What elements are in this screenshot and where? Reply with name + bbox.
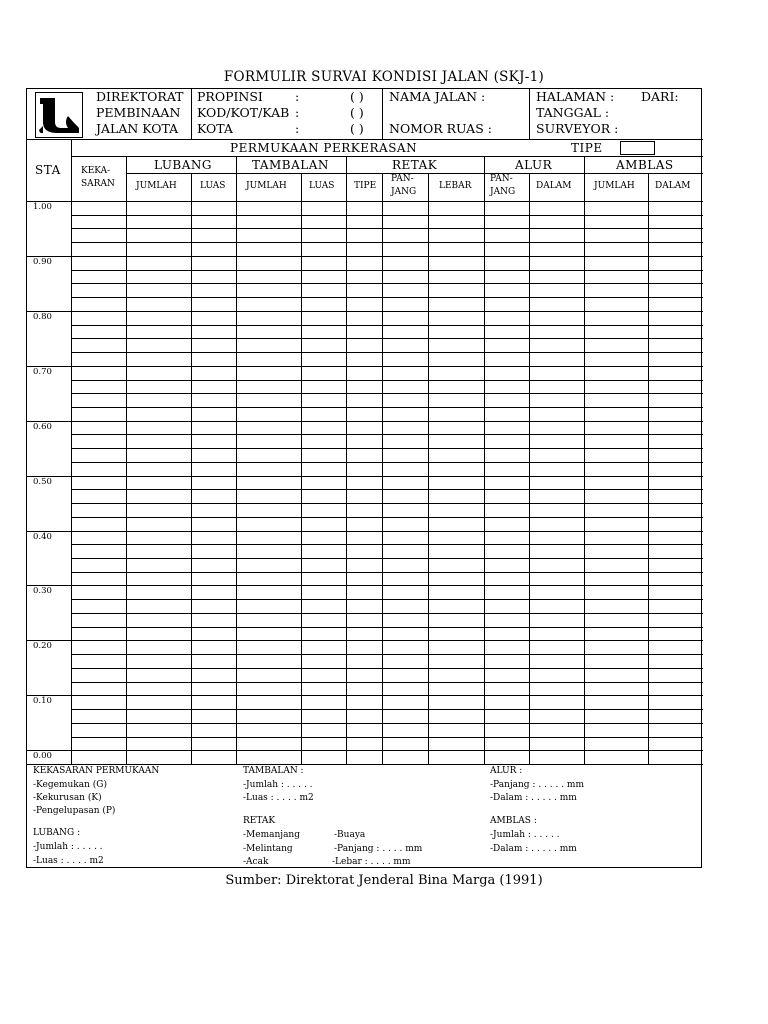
kota-colon: : [295, 121, 300, 136]
table-row-line [71, 668, 703, 669]
legend-alur-dalam: -Dalam : . . . . . mm [490, 793, 577, 803]
kekasaran-heading-2: SARAN [81, 179, 115, 189]
group-bottom-rule [126, 173, 703, 174]
group-divider-0 [126, 156, 127, 764]
tambalan-luas-heading: LUAS [309, 181, 335, 191]
sta-label: 0.80 [33, 312, 52, 322]
table-row-line [71, 366, 703, 367]
table-row-line [71, 640, 703, 641]
legend-retak-lebar: -Lebar : . . . . mm [332, 857, 411, 867]
lubang-heading: LUBANG [154, 158, 212, 172]
table-row-line [71, 723, 703, 724]
propinsi-code: ( ) [350, 89, 364, 104]
table-row-line [71, 750, 703, 751]
form-title: FORMULIR SURVAI KONDISI JALAN (SKJ-1) [223, 69, 545, 85]
sta-label: 0.70 [33, 367, 52, 377]
kota-label: KOTA [197, 121, 233, 136]
legend-lubang-jumlah: -Jumlah : . . . . . [33, 842, 103, 852]
legend-retak-melintang: -Melintang [243, 844, 293, 854]
table-row-line [71, 503, 703, 504]
table-row-line [71, 682, 703, 683]
kodkotkab-code: ( ) [350, 105, 364, 120]
table-row-line [71, 613, 703, 614]
sta-heading: STA [35, 163, 61, 177]
sta-label: 0.40 [33, 532, 52, 542]
form-frame [26, 88, 702, 868]
table-row-line [71, 627, 703, 628]
propinsi-colon: : [295, 89, 300, 104]
table-row-line [71, 393, 703, 394]
legend-alur-title: ALUR : [490, 766, 523, 776]
table-row-line [71, 544, 703, 545]
sta-row-line [26, 764, 72, 765]
agency-line-3: JALAN KOTA [96, 121, 179, 136]
permukaan-perkerasan-heading: PERMUKAAN PERKERASAN [230, 141, 418, 155]
sta-label: 0.20 [33, 641, 52, 651]
legend-kegemukan: -Kegemukan (G) [33, 780, 107, 790]
permukaan-bottom-rule [71, 156, 703, 157]
legend-amblas-title: AMBLAS : [490, 816, 537, 826]
alur-panjang-heading-2: JANG [490, 187, 516, 197]
table-row-line [71, 297, 703, 298]
dari-label: DARI: [641, 89, 679, 104]
table-row-line [71, 228, 703, 229]
legend-alur-panjang: -Panjang : . . . . . mm [490, 780, 584, 790]
group-divider-1 [236, 156, 237, 764]
kota-code: ( ) [350, 121, 364, 136]
subcol-divider-2 [382, 173, 383, 764]
header-divider-agency [191, 88, 192, 139]
sta-label: 0.50 [33, 477, 52, 487]
legend-tambalan-jumlah: -Jumlah : . . . . . [243, 780, 313, 790]
table-row-line [71, 599, 703, 600]
amblas-dalam-heading: DALAM [655, 181, 691, 191]
group-divider-4 [584, 156, 585, 764]
tanggal-label: TANGGAL : [536, 105, 610, 120]
tambalan-heading: TAMBALAN [252, 158, 329, 172]
subcol-divider-5 [648, 173, 649, 764]
table-row-line [71, 462, 703, 463]
tambalan-jumlah-heading: JUMLAH [246, 181, 287, 191]
agency-line-2: PEMBINAAN [96, 105, 181, 120]
retak-panjang-heading-2: JANG [391, 187, 417, 197]
table-row-line [71, 421, 703, 422]
legend-amblas-jumlah: -Jumlah : . . . . . [490, 830, 560, 840]
source-caption: Sumber: Direktorat Jenderal Bina Marga (1991) [225, 873, 543, 888]
legend-retak-acak: -Acak [243, 857, 269, 867]
group-divider-2 [346, 156, 347, 764]
amblas-jumlah-heading: JUMLAH [594, 181, 635, 191]
bina-marga-logo [35, 92, 83, 138]
retak-tipe-heading: TIPE [354, 181, 377, 191]
subcol-divider-4 [529, 173, 530, 764]
lubang-luas-heading: LUAS [200, 181, 226, 191]
retak-panjang-heading-1: PAN- [391, 174, 414, 184]
header-bottom-rule [26, 139, 703, 140]
table-row-line [71, 352, 703, 353]
legend-tambalan-title: TAMBALAN : [243, 766, 304, 776]
table-row-line [71, 709, 703, 710]
subcol-divider-1 [301, 173, 302, 764]
legend-retak-buaya: -Buaya [334, 830, 366, 840]
header-divider-road [529, 88, 530, 139]
table-row-line [71, 270, 703, 271]
table-row-line [71, 531, 703, 532]
tipe-heading: TIPE [571, 141, 603, 155]
col-divider-sta [71, 139, 72, 764]
subcol-divider-0 [191, 173, 192, 764]
legend-retak-memanjang: -Memanjang [243, 830, 300, 840]
table-row-line [71, 242, 703, 243]
table-header-bottom-rule [26, 201, 703, 202]
legend-lubang-title: LUBANG : [33, 828, 81, 838]
surveyor-label: SURVEYOR : [536, 121, 619, 136]
alur-panjang-heading-1: PAN- [490, 174, 513, 184]
table-row-line [71, 338, 703, 339]
table-row-line [71, 585, 703, 586]
legend-kekurusan: -Kekurusan (K) [33, 793, 102, 803]
propinsi-label: PROPINSI [197, 89, 263, 104]
legend-amblas-dalam: -Dalam : . . . . . mm [490, 844, 577, 854]
table-row-line [71, 558, 703, 559]
table-row-line [71, 311, 703, 312]
legend-tambalan-luas: -Luas : . . . . m2 [243, 793, 314, 803]
group-divider-3 [484, 156, 485, 764]
alur-heading: ALUR [515, 158, 553, 172]
table-row-line [71, 476, 703, 477]
table-row-line [71, 380, 703, 381]
kodkotkab-colon: : [295, 105, 300, 120]
legend-retak-title: RETAK [243, 816, 276, 826]
table-row-line [71, 283, 703, 284]
kodkotkab-label: KOD/KOT/KAB [197, 105, 290, 120]
lubang-jumlah-heading: JUMLAH [136, 181, 177, 191]
header-divider-fields [382, 88, 383, 139]
sta-label: 0.10 [33, 696, 52, 706]
tipe-input-box[interactable] [620, 141, 655, 155]
subcol-divider-3 [428, 173, 429, 764]
table-row-line [71, 448, 703, 449]
table-row-line [71, 215, 703, 216]
retak-heading: RETAK [392, 158, 438, 172]
table-row-line [71, 517, 703, 518]
sta-label: 0.90 [33, 257, 52, 267]
table-row-line [71, 325, 703, 326]
legend-lubang-luas: -Luas : . . . . m2 [33, 856, 104, 866]
amblas-heading: AMBLAS [616, 158, 674, 172]
legend-pengelupasan: -Pengelupasan (P) [33, 806, 116, 816]
retak-lebar-heading: LEBAR [439, 181, 472, 191]
table-row-line [71, 256, 703, 257]
alur-dalam-heading: DALAM [536, 181, 572, 191]
nomor-ruas-label: NOMOR RUAS : [389, 121, 492, 136]
table-row-line [71, 737, 703, 738]
table-row-line [71, 654, 703, 655]
table-row-line [71, 434, 703, 435]
agency-line-1: DIREKTORAT [96, 89, 184, 104]
legend-retak-panjang: -Panjang : . . . . mm [334, 844, 423, 854]
legend-kekasaran-title: KEKASARAN PERMUKAAN [33, 766, 160, 776]
nama-jalan-label: NAMA JALAN : [389, 89, 486, 104]
sta-label: 1.00 [33, 202, 52, 212]
sta-label: 0.30 [33, 586, 52, 596]
table-row-line [71, 572, 703, 573]
table-row-line [71, 695, 703, 696]
table-row-line [71, 489, 703, 490]
table-row-line [71, 764, 703, 765]
sta-label: 0.00 [33, 751, 52, 761]
sta-label: 0.60 [33, 422, 52, 432]
halaman-label: HALAMAN : [536, 89, 615, 104]
table-row-line [71, 407, 703, 408]
kekasaran-heading-1: KEKA- [81, 166, 111, 176]
